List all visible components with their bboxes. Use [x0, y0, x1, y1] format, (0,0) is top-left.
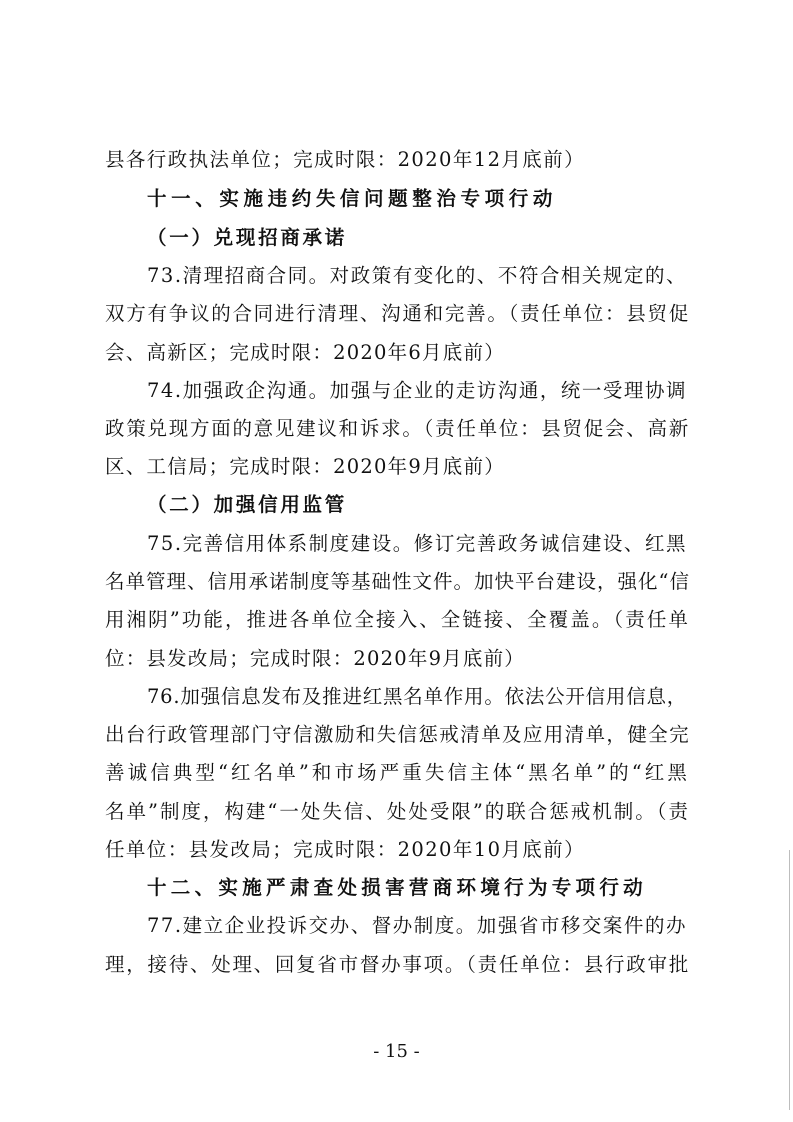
- paragraph-line: 74.加强政企沟通。加强与企业的走访沟通，统一受理协调: [147, 379, 687, 402]
- page-number: - 15 -: [373, 1041, 420, 1062]
- paragraph-line: 75.完善信用体系制度建设。修订完善政务诚信建设、红黑: [147, 532, 687, 555]
- paragraph-line: 出台行政管理部门守信激励和失信惩戒清单及应用清单，健全完: [105, 723, 690, 746]
- paragraph-line: 善诚信典型“红名单”和市场严重失信主体“黑名单”的“红黑: [105, 761, 690, 784]
- paragraph-line: 理，接待、处理、回复省市督办事项。（责任单位：县行政审批: [105, 953, 690, 976]
- section-heading-11: 十一、实施违约失信问题整治专项行动: [147, 187, 557, 210]
- section-heading-12: 十二、实施严肃查处损害营商环境行为专项行动: [147, 876, 647, 899]
- scan-edge-mark: [789, 850, 790, 1110]
- paragraph-line: 区、工信局；完成时限：2020年9月底前）: [105, 455, 505, 478]
- paragraph-line: 政策兑现方面的意见建议和诉求。（责任单位：县贸促会、高新: [105, 417, 690, 440]
- paragraph-line: 77.建立企业投诉交办、督办制度。加强省市移交案件的办: [147, 914, 687, 937]
- paragraph-line: 用湘阴”功能，推进各单位全接入、全链接、全覆盖。（责任单: [105, 608, 690, 631]
- paragraph-line: 位：县发改局；完成时限：2020年9月底前）: [105, 647, 525, 670]
- paragraph-line: 73.清理招商合同。对政策有变化的、不符合相关规定的、: [147, 264, 687, 287]
- paragraph-line: 名单”制度，构建“一处失信、处处受限”的联合惩戒机制。（责: [105, 800, 690, 823]
- paragraph-line: 76.加强信息发布及推进红黑名单作用。依法公开信用信息，: [147, 685, 687, 708]
- paragraph-line: 名单管理、信用承诺制度等基础性文件。加快平台建设，强化“信: [105, 570, 690, 593]
- paragraph-line: 会、高新区；完成时限：2020年6月底前）: [105, 341, 505, 364]
- paragraph-line: 双方有争议的合同进行清理、沟通和完善。（责任单位：县贸促: [105, 302, 690, 325]
- subsection-heading-2: （二）加强信用监管: [147, 493, 347, 516]
- paragraph-line: 县各行政执法单位；完成时限：2020年12月底前）: [105, 148, 585, 171]
- subsection-heading-1: （一）兑现招商承诺: [147, 226, 347, 249]
- paragraph-line: 任单位：县发改局；完成时限：2020年10月底前）: [105, 838, 585, 861]
